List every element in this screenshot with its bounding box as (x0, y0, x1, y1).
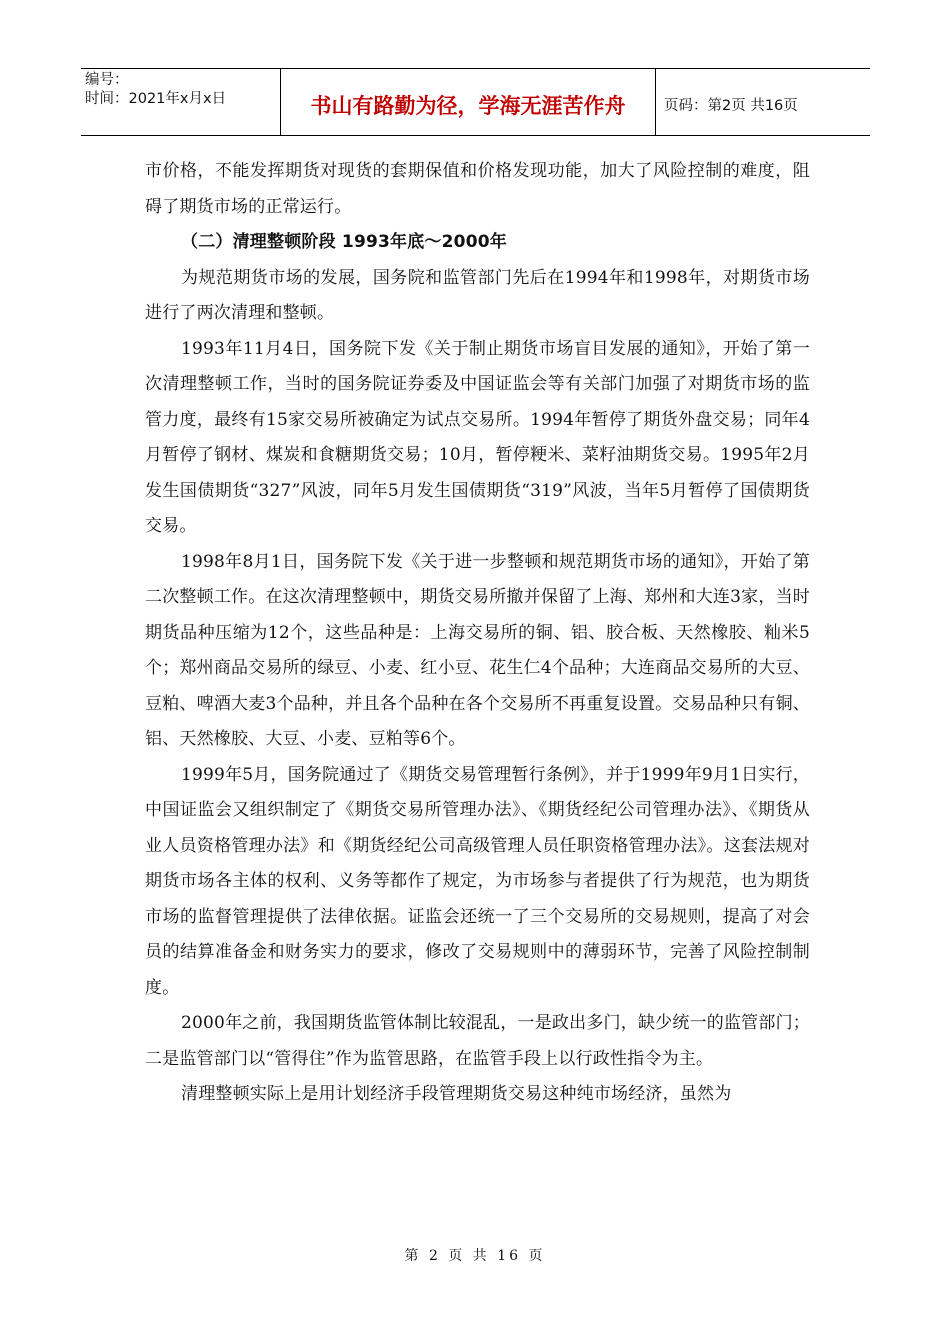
header-meta (81, 69, 281, 135)
paragraph: 1999年5月，国务院通过了《期货交易管理暂行条例》，并于1999年9月1日实行，中国证监会又组织制定了《期货交易所管理办法》、《期货经纪公司管理办法》、《期货从业人员资格管理办法》和《期货经纪公司高级管理人员任职资格管理办法》。这套法规对期货市场各主体的权利、义务等都作了规定，为市场参与者提供了行为规范，也为期货市场的监督管理提供了法律依据。证监会还统一了三个交易所的交易规则，提高了对会员的结算准备金和财务实力的要求，修改了交易规则中的薄弱环节，完善了风险控制制度。 (145, 764, 810, 998)
header-number: 编号： (85, 72, 129, 88)
header-page-info: 页码：第2页 共16页 (664, 97, 798, 114)
page-header (81, 68, 870, 136)
header-motto: 书山有路勤为径，学海无涯苦作舟 (281, 69, 656, 135)
page-footer: 第 2 页 共 16 页 (404, 1248, 546, 1264)
paragraph: 1993年11月4日，国务院下发《关于制止期货市场盲目发展的通知》，开始了第一次清理整顿工作，当时的国务院证券委及中国证监会等有关部门加强了对期货市场的监管力度，最终有15家交易所被确定为试点交易所。1994年暂停了期货外盘交易；同年4月暂停了钢材、煤炭和食糖期货交易；10月，暂停粳米、菜籽油期货交易。1995年2月发生国债期货“327”风波，同年5月发生国债期货“319”风波，当年5月暂停了国债期货交易。 (145, 338, 810, 536)
paragraph: 2000年之前，我国期货监管体制比较混乱，一是政出多门，缺少统一的监管部门；二是监管部门以“管得住”作为监管思路，在监管手段上以行政性指令为主。 (145, 1013, 810, 1069)
document-body (145, 154, 810, 1113)
section-heading: （二）清理整顿阶段 1993年底～2000年 (181, 232, 507, 252)
paragraph: 为规范期货市场的发展，国务院和监管部门先后在1994年和1998年，对期货市场进行了两次清理和整顿。 (145, 267, 810, 323)
header-time: 时间：2021年x月x日 (85, 91, 227, 107)
paragraph: 清理整顿实际上是用计划经济手段管理期货交易这种纯市场经济，虽然为 (181, 1084, 732, 1104)
paragraph: 1998年8月1日，国务院下发《关于进一步整顿和规范期货市场的通知》，开始了第二次整顿工作。在这次清理整顿中，期货交易所撤并保留了上海、郑州和大连3家，当时期货品种压缩为12个，这些品种是：上海交易所的铜、铝、胶合板、天然橡胶、籼米5个；郑州商品交易所的绿豆、小麦、红小豆、花生仁4个品种；大连商品交易所的大豆、豆粕、啤酒大麦3个品种，并且各个品种在各个交易所不再重复设置。交易品种只有铜、铝、天然橡胶、大豆、小麦、豆粕等6个。 (145, 551, 810, 749)
paragraph: 市价格，不能发挥期货对现货的套期保值和价格发现功能，加大了风险控制的难度，阻碍了期货市场的正常运行。 (145, 161, 810, 217)
